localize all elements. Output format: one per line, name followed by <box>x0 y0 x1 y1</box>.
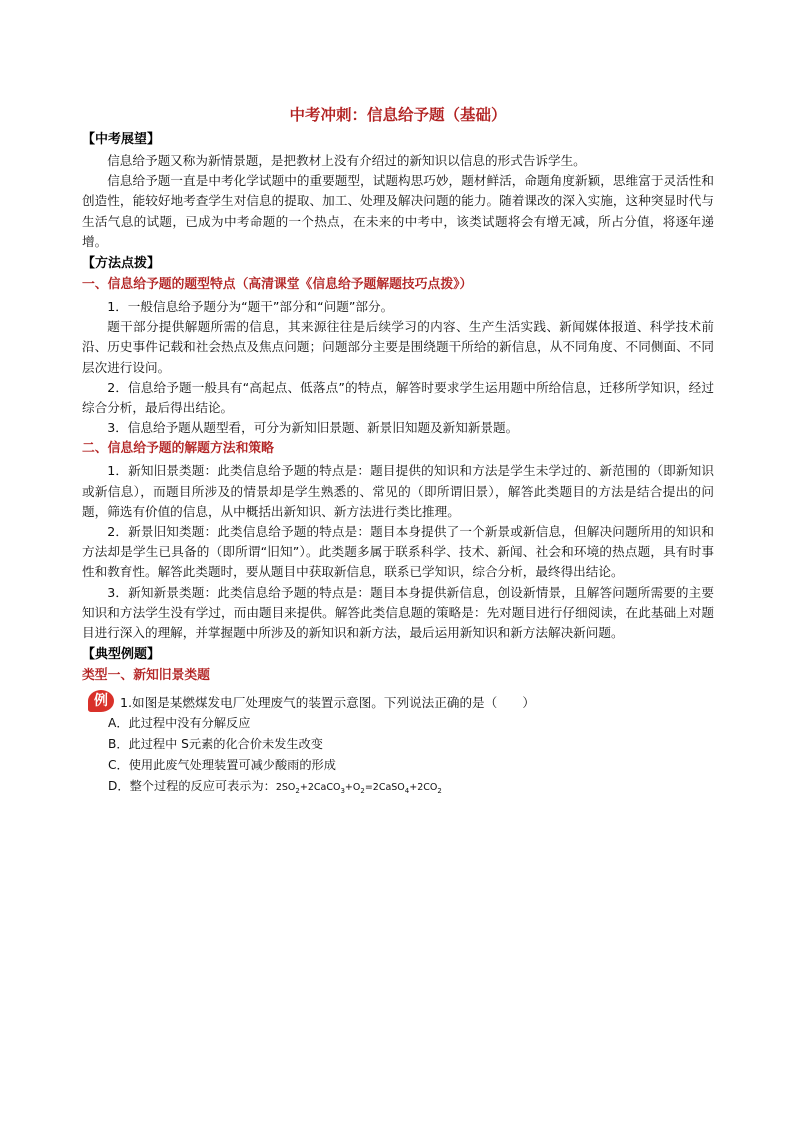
option-b: B．此过程中 S元素的化合价未发生改变 <box>108 737 323 752</box>
outlook-heading: 【中考展望】 <box>82 132 161 147</box>
method-heading: 【方法点拨】 <box>82 256 161 272</box>
formula-subscript: 2 <box>360 787 365 796</box>
formula-part: +2CO <box>409 782 438 794</box>
example-badge-icon: 例 <box>88 690 114 712</box>
option-c: C．使用此废气处理装置可减少酸雨的形成 <box>108 758 336 773</box>
example-question <box>82 692 714 802</box>
method-paragraph-5: 1．新知旧景类题：此类信息给予题的特点是：题目提供的知识和方法是学生未学过的、新范围的（即新知识或新信息），而题目所涉及的情景却是学生熟悉的、常见的（即所谓旧景），解答此类题目的方法是结合提出的问题，筛选有价值的信息，从中概括出新知识、新方法进行类比推理。 <box>82 463 714 519</box>
method-subheading-2: 二、信息给予题的解题方法和策略 <box>82 441 274 457</box>
document-content <box>82 103 714 802</box>
option-d <box>108 776 714 802</box>
question-stem: 1.如图是某燃煤发电厂处理废气的装置示意图。下列说法正确的是（ ） <box>120 695 536 711</box>
formula-part: 2SO <box>275 782 296 794</box>
method-subheading-1: 一、信息给予题的题型特点（高清课堂《信息给予题解题技巧点拨》） <box>82 277 473 293</box>
method-paragraph-3: 2．信息给予题一般具有“高起点、低落点”的特点，解答时要求学生运用题中所给信息，迁移所学知识，经过综合分析，最后得出结论。 <box>82 379 714 416</box>
document-title: 中考冲刺：信息给予题（基础） <box>289 106 507 124</box>
method-paragraph-2: 题干部分提供解题所需的信息，其来源往往是后续学习的内容、生产生活实践、新闻媒体报道、科学技术前沿、历史事件记载和社会热点及焦点问题；问题部分主要是围绕题干所给的新信息，从不同角度、不同侧面、不同层次进行设问。 <box>82 319 714 375</box>
outlook-paragraph-1: 信息给予题又称为新情景题，是把教材上没有介绍过的新知识以信息的形式告诉学生。 <box>107 153 586 168</box>
formula-subscript: 2 <box>437 787 442 796</box>
examples-heading: 【典型例题】 <box>82 647 161 663</box>
outlook-paragraph-2: 信息给予题一直是中考化学试题中的重要题型，试题构思巧妙，题材鲜活，命题角度新颖，思维富于灵活性和创造性，能较好地考查学生对信息的提取、加工、处理及解决问题的能力。随着课改的深入实施，这种突显时代与生活气息的试题，已成为中考命题的一个热点，在未来的中考中，该类试题将会有增无减，所占分值，将逐年递增。 <box>82 173 714 249</box>
option-d-text: D．整个过程的反应可表示为： <box>108 779 276 794</box>
formula-subscript: 2 <box>295 787 300 796</box>
method-paragraph-1: 1．一般信息给予题分为“题干”部分和“问题”部分。 <box>107 299 394 315</box>
example-type-heading: 类型一、新知旧景类题 <box>82 668 210 684</box>
formula-subscript: 4 <box>404 787 410 796</box>
formula-part: =2CaSO <box>364 782 405 794</box>
method-paragraph-4: 3．信息给予题从题型看，可分为新知旧景题、新景旧知题及新知新景题。 <box>107 420 519 436</box>
option-a: A．此过程中没有分解反应 <box>108 716 251 731</box>
method-paragraph-6: 2．新景旧知类题：此类信息给予题的特点是：题目本身提供了一个新景或新信息，但解决问题所用的知识和方法却是学生已具备的（即所谓“旧知”）。此类题多属于联系科学、技术、新闻、社会和环境的热点题，具有时事性和教育性。解答此类题时，要从题目中获取新信息，联系已学知识，综合分析，最终得出结论。 <box>82 524 714 580</box>
method-paragraph-7: 3．新知新景类题：此类信息给予题的特点是：题目本身提供新信息，创设新情景，且解答问题所需要的主要知识和方法学生没有学过，而由题目来提供。解答此类信息题的策略是：先对题目进行仔细阅读，在此基础上对题目进行深入的理解，并掌握题中所涉及的新知识和新方法，最后运用新知识和新方法解决新问题。 <box>82 584 714 641</box>
formula-part: +2CaCO <box>299 782 341 794</box>
formula-part: +O <box>344 782 361 794</box>
formula-subscript: 3 <box>340 787 345 796</box>
reaction-equation <box>275 782 442 796</box>
